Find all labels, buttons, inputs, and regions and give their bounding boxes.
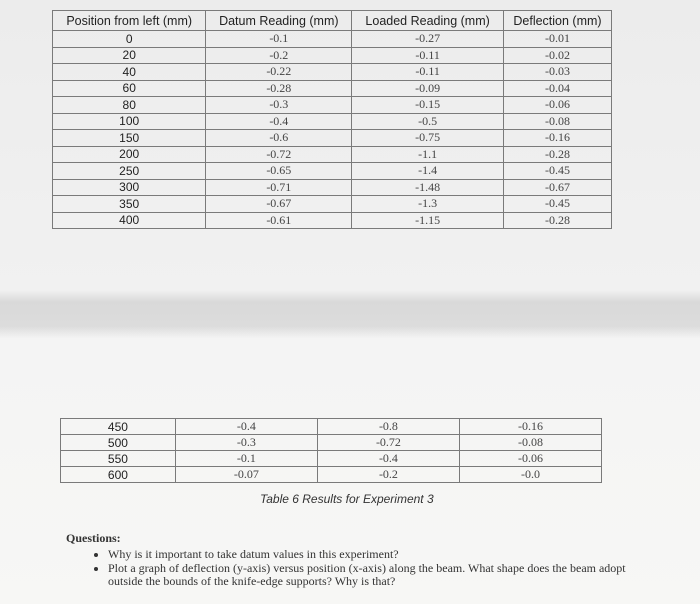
cell-position: 600 bbox=[61, 467, 176, 483]
questions-section bbox=[66, 531, 626, 589]
cell-position: 150 bbox=[53, 130, 206, 147]
cell-datum: -0.4 bbox=[206, 113, 352, 130]
cell-datum: -0.22 bbox=[206, 64, 352, 81]
table-row bbox=[53, 97, 612, 114]
cell-position: 40 bbox=[53, 64, 206, 81]
cell-position: 80 bbox=[53, 97, 206, 114]
cell-loaded: -0.11 bbox=[352, 64, 504, 81]
cell-deflection: -0.45 bbox=[503, 163, 611, 180]
table-row bbox=[53, 212, 612, 229]
cell-loaded: -0.75 bbox=[352, 130, 504, 147]
cell-datum: -0.65 bbox=[206, 163, 352, 180]
cell-position: 550 bbox=[61, 451, 176, 467]
cell-datum: -0.3 bbox=[175, 435, 317, 451]
cell-deflection: -0.08 bbox=[459, 435, 601, 451]
cell-position: 450 bbox=[61, 419, 176, 435]
results-table-part1 bbox=[52, 10, 612, 229]
cell-loaded: -0.09 bbox=[352, 80, 504, 97]
header-datum: Datum Reading (mm) bbox=[206, 11, 352, 31]
cell-datum: -0.71 bbox=[206, 179, 352, 196]
question-item: • Plot a graph of deflection (y-axis) versus position (x-axis) along the beam. What shape does the beam adopt outside the bounds of the knife-edge supports? Why is that? bbox=[108, 562, 626, 588]
cell-position: 300 bbox=[53, 179, 206, 196]
cell-loaded: -1.4 bbox=[352, 163, 504, 180]
cell-loaded: -1.15 bbox=[352, 212, 504, 229]
table-row bbox=[53, 146, 612, 163]
cell-loaded: -0.8 bbox=[317, 419, 459, 435]
cell-datum: -0.28 bbox=[206, 80, 352, 97]
table-row bbox=[61, 419, 602, 435]
cell-loaded: -1.1 bbox=[352, 146, 504, 163]
cell-deflection: -0.01 bbox=[503, 31, 611, 48]
cell-deflection: -0.02 bbox=[503, 47, 611, 64]
cell-datum: -0.61 bbox=[206, 212, 352, 229]
cell-deflection: -0.28 bbox=[503, 212, 611, 229]
cell-datum: -0.2 bbox=[206, 47, 352, 64]
cell-position: 100 bbox=[53, 113, 206, 130]
cell-deflection: -0.16 bbox=[503, 130, 611, 147]
header-position: Position from left (mm) bbox=[53, 11, 206, 31]
table-row bbox=[53, 113, 612, 130]
cell-deflection: -0.0 bbox=[459, 467, 601, 483]
header-loaded: Loaded Reading (mm) bbox=[352, 11, 504, 31]
cell-loaded: -0.4 bbox=[317, 451, 459, 467]
table-row bbox=[61, 435, 602, 451]
cell-loaded: -0.27 bbox=[352, 31, 504, 48]
cell-deflection: -0.06 bbox=[459, 451, 601, 467]
cell-position: 250 bbox=[53, 163, 206, 180]
cell-loaded: -1.48 bbox=[352, 179, 504, 196]
cell-datum: -0.3 bbox=[206, 97, 352, 114]
table-row bbox=[53, 64, 612, 81]
table-row bbox=[53, 47, 612, 64]
cell-datum: -0.67 bbox=[206, 196, 352, 213]
cell-deflection: -0.28 bbox=[503, 146, 611, 163]
cell-loaded: -0.72 bbox=[317, 435, 459, 451]
table-row bbox=[53, 196, 612, 213]
questions-list bbox=[66, 548, 626, 588]
cell-deflection: -0.04 bbox=[503, 80, 611, 97]
cell-position: 200 bbox=[53, 146, 206, 163]
cell-datum: -0.07 bbox=[175, 467, 317, 483]
table-caption: Table 6 Results for Experiment 3 bbox=[260, 492, 434, 506]
cell-datum: -0.72 bbox=[206, 146, 352, 163]
table-row bbox=[61, 467, 602, 483]
table-row bbox=[53, 130, 612, 147]
question-item: • Why is it important to take datum values in this experiment? bbox=[108, 548, 626, 561]
table-row bbox=[53, 163, 612, 180]
table-header-row bbox=[53, 11, 612, 31]
table-row bbox=[53, 80, 612, 97]
cell-deflection: -0.67 bbox=[503, 179, 611, 196]
cell-position: 500 bbox=[61, 435, 176, 451]
cell-datum: -0.4 bbox=[175, 419, 317, 435]
cell-datum: -0.6 bbox=[206, 130, 352, 147]
cell-deflection: -0.08 bbox=[503, 113, 611, 130]
table-row bbox=[53, 31, 612, 48]
cell-deflection: -0.06 bbox=[503, 97, 611, 114]
cell-position: 0 bbox=[53, 31, 206, 48]
results-table-part2 bbox=[60, 418, 602, 483]
cell-loaded: -0.5 bbox=[352, 113, 504, 130]
cell-deflection: -0.16 bbox=[459, 419, 601, 435]
cell-loaded: -1.3 bbox=[352, 196, 504, 213]
cell-loaded: -0.15 bbox=[352, 97, 504, 114]
cell-position: 20 bbox=[53, 47, 206, 64]
table-row bbox=[61, 451, 602, 467]
cell-deflection: -0.45 bbox=[503, 196, 611, 213]
cell-position: 400 bbox=[53, 212, 206, 229]
cell-datum: -0.1 bbox=[206, 31, 352, 48]
cell-position: 350 bbox=[53, 196, 206, 213]
cell-datum: -0.1 bbox=[175, 451, 317, 467]
cell-deflection: -0.03 bbox=[503, 64, 611, 81]
cell-loaded: -0.2 bbox=[317, 467, 459, 483]
questions-heading: Questions: bbox=[66, 531, 121, 545]
table-row bbox=[53, 179, 612, 196]
cell-loaded: -0.11 bbox=[352, 47, 504, 64]
cell-position: 60 bbox=[53, 80, 206, 97]
header-deflection: Deflection (mm) bbox=[503, 11, 611, 31]
